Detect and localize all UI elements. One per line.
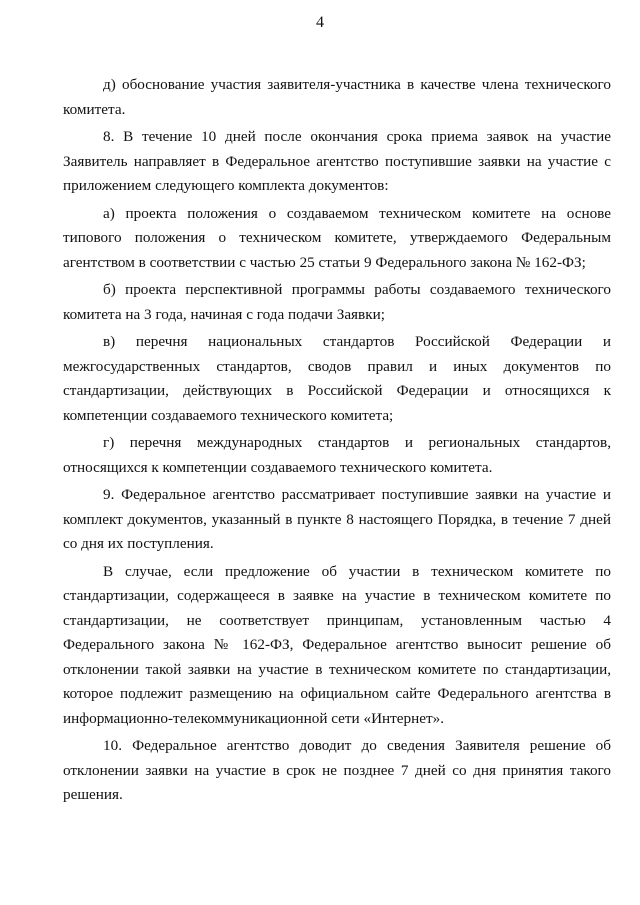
paragraph-8g-international-standards: г) перечня международных стандартов и региональных стандартов, относящихся к компетенции создаваемого технического комитета. [63, 434, 611, 476]
paragraph-10-notification: 10. Федеральное агентство доводит до сведения Заявителя решение об отклонении заявки на участие в срок не позднее 7 дней со дня принятия такого решения. [63, 737, 611, 803]
paragraph-9-review: 9. Федеральное агентство рассматривает поступившие заявки на участие и комплект документов, указанный в пункте 8 настоящего Порядка, в течение 7 дней со дня их поступления. [63, 486, 611, 552]
paragraph-8a-draft-regulation: а) проекта положения о создаваемом техническом комитете на основе типового положения о техническом комитете, утверждаемого Федеральным агентством в соответствии с частью 25 статьи 9 Федерального закона № 162-ФЗ; [63, 204, 611, 271]
paragraph-8-submission: 8. В течение 10 дней после окончания срока приема заявок на участие Заявитель направляет в Федеральное агентство поступившие заявки на участие с приложением следующего комплекта документов: [63, 128, 611, 194]
paragraph-9-rejection-case: В случае, если предложение об участии в техническом комитете по стандартизации, содержащееся в заявке на участие в техническом комитете по стандартизации, не соответствует принципам, установленным частью 4 Федерального закона № 162-ФЗ, Федеральное агентство выносит решение об отклонении такой заявки на участие в техническом комитете по стандартизации, которое подлежит размещению на официальном сайте Федерального агентства в информационно-телекоммуникационной сети «Интернет». [63, 562, 611, 727]
paragraph-d-justification: д) обоснование участия заявителя-участника в качестве члена технического комитета. [63, 76, 611, 118]
page-number: 4 [316, 14, 324, 31]
document-body [63, 73, 611, 811]
paragraph-8v-national-standards: в) перечня национальных стандартов Российской Федерации и межгосударственных стандартов, сводов правил и иных документов по стандартизации, действующих в Российской Федерации и относящихся к компетенции создаваемого технического комитета; [63, 333, 611, 424]
paragraph-8b-work-program: б) проекта перспективной программы работы создаваемого технического комитета на 3 года, начиная с года подачи Заявки; [63, 281, 611, 323]
